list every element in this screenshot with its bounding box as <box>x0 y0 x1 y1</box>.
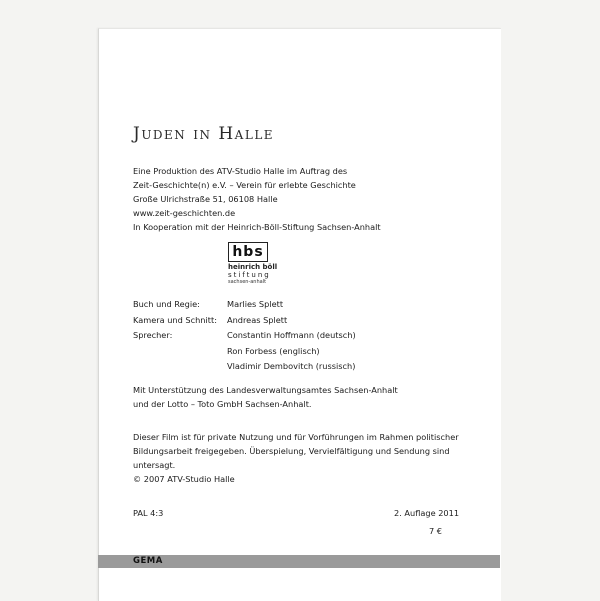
gema-label: GEMA <box>133 556 163 566</box>
heinrich-boell-stiftung-logo <box>228 242 288 288</box>
support-line: Mit Unterstützung des Landesverwaltungsamtes Sachsen-Anhalt <box>133 385 398 395</box>
video-format: PAL 4:3 <box>133 508 164 518</box>
credit-name: Vladimir Dembovitch (russisch) <box>227 361 356 371</box>
production-line: Eine Produktion des ATV-Studio Halle im Auftrag des <box>133 166 348 176</box>
production-info <box>133 164 381 234</box>
license-notice <box>133 430 459 486</box>
document-title: Juden in Halle <box>133 124 275 144</box>
logo-line-2: stiftung <box>228 271 271 279</box>
logo-line-1: heinrich böll <box>228 263 278 271</box>
website-text: www.zeit-geschichten.de <box>133 208 236 218</box>
logo-line-3: sachsen-anhalt <box>228 279 267 285</box>
support-notice <box>133 383 398 411</box>
license-line: Dieser Film ist für private Nutzung und für Vorführungen im Rahmen politischer <box>133 432 459 442</box>
credit-role: Buch und Regie: <box>133 299 200 309</box>
hbs-logo-mark: hbs <box>228 242 268 262</box>
credit-role: Kamera und Schnitt: <box>133 314 217 325</box>
support-line: und der Lotto – Toto GmbH Sachsen-Anhalt. <box>133 399 312 409</box>
credit-name: Andreas Splett <box>227 314 288 325</box>
edition-info: 2. Auflage 2011 <box>394 508 460 518</box>
license-line: untersagt. <box>133 460 176 470</box>
credit-role: Sprecher: <box>133 330 173 340</box>
credit-name: Constantin Hoffmann (deutsch) <box>227 330 356 340</box>
copyright-line: © 2007 ATV-Studio Halle <box>133 474 235 484</box>
price: 7 € <box>429 526 443 536</box>
production-line: Große Ulrichstraße 51, 06108 Halle <box>133 194 278 204</box>
cooperation-line: In Kooperation mit der Heinrich-Böll-Stiftung Sachsen-Anhalt <box>133 222 381 232</box>
credit-name: Marlies Splett <box>227 299 284 309</box>
credit-name: Ron Forbess (englisch) <box>227 345 320 356</box>
license-line: Bildungsarbeit freigegeben. Überspielung, Vervielfältigung und Sendung sind <box>133 446 450 456</box>
production-line: Zeit-Geschichte(n) e.V. – Verein für erlebte Geschichte <box>133 180 356 190</box>
